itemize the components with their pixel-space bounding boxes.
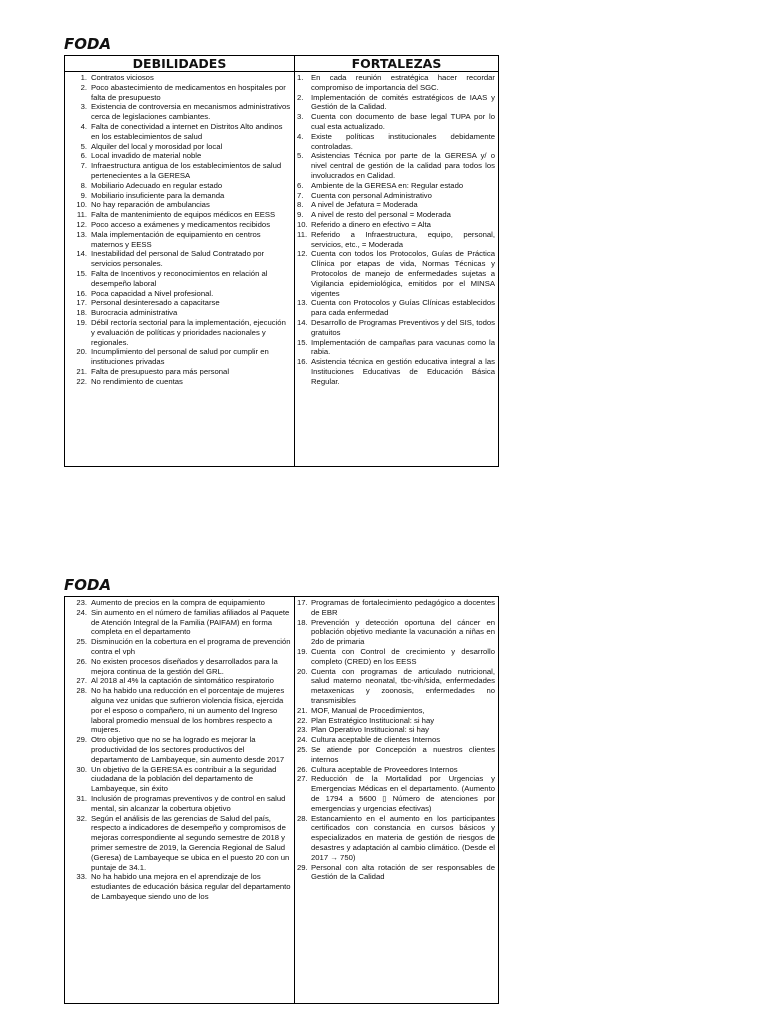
header-fortalezas: FORTALEZAS	[295, 56, 499, 72]
item-number: 8.	[80, 180, 87, 190]
list-item	[297, 73, 495, 93]
table-body-row	[65, 72, 499, 467]
item-number: 1.	[297, 73, 304, 82]
table-body-row	[65, 597, 499, 1004]
item-text: Ambiente de la GERESA en: Regular estado	[311, 180, 464, 190]
item-number: 33.	[76, 872, 87, 882]
item-number: 13.	[297, 298, 308, 308]
item-number: 6.	[297, 180, 304, 190]
list-item	[67, 765, 291, 794]
fortalezas-list-cont	[295, 597, 498, 883]
item-number: 31.	[76, 793, 87, 803]
list-item	[67, 269, 291, 289]
list-item	[67, 794, 291, 814]
list-item	[67, 230, 291, 250]
list-item	[297, 716, 495, 726]
item-number: 23.	[76, 598, 87, 607]
item-text: Cuenta con documento de base legal TUPA por lo cual esta actualizado.	[311, 112, 495, 131]
list-item	[297, 735, 495, 745]
item-number: 1.	[80, 73, 87, 82]
item-number: 14.	[297, 317, 308, 327]
list-item	[297, 191, 495, 201]
list-item	[67, 220, 291, 230]
item-text: Cuenta con personal Administrativo	[311, 190, 432, 200]
item-text: Personal con alta rotación de ser responsables de Gestión de la Calidad	[311, 862, 495, 882]
item-number: 11.	[76, 210, 87, 220]
item-text: Prevención y detección oportuna del cáncer en población objetivo mediante la vacunación a niñas en 2do de primaria	[311, 617, 495, 647]
item-text: Asistencias Técnica por parte de la GERESA y/ o nivel central de gestión de la calidad para todos los involucrados en Calidad.	[311, 151, 495, 180]
item-text: Según el análisis de las gerencias de Salud del país, respecto a indicadores de desempeño y compromisos de mejoras correspondiente al segundo semestre de 2018 y primer semestre de 2019, la Gerencia Regional de Salud (Geresa) de Lambayeque se ubica en el puesto 20 con un puntaje de 34.1.	[91, 813, 290, 872]
table-header-row	[65, 56, 499, 72]
list-item	[67, 249, 291, 269]
item-number: 18.	[76, 308, 87, 318]
item-text: Cuenta con todos los Protocolos, Guías de Práctica Clínica por etapas de vida, Normas Técnicas y Protocolos de manejo de enfermedades sujetas a Vigilancia epidemiológica, emitidos por el MINSA vigentes	[311, 249, 495, 298]
item-number: 21.	[76, 366, 87, 376]
list-item	[67, 200, 291, 210]
list-item	[297, 93, 495, 113]
list-item	[297, 318, 495, 338]
fortalezas-list	[295, 72, 498, 388]
list-item	[67, 102, 291, 122]
item-number: 29.	[297, 862, 308, 872]
list-item	[67, 318, 291, 347]
item-number: 16.	[297, 357, 308, 367]
item-text: Programas de fortalecimiento pedagógico a docentes de EBR	[311, 598, 495, 617]
list-item	[67, 686, 291, 735]
item-number: 26.	[76, 656, 87, 666]
item-number: 5.	[80, 141, 87, 151]
item-text: Mala implementación de equipamiento en centros maternos y EESS	[91, 229, 261, 249]
header-debilidades: DEBILIDADES	[65, 56, 295, 72]
list-item	[297, 151, 495, 180]
item-number: 24.	[76, 607, 87, 617]
item-text: Cultura aceptable de Proveedores Internos	[311, 764, 458, 774]
item-text: Reducción de la Mortalidad por Urgencias y Emergencias Médicas en el departamento. (Aumento de 1794 a 5600 ▯ Número de atenciones por emergencias y urgencias efectivas)	[311, 774, 495, 813]
item-number: 17.	[297, 598, 308, 607]
list-item	[297, 745, 495, 765]
list-item	[67, 298, 291, 308]
list-item	[297, 774, 495, 813]
list-item	[67, 367, 291, 377]
item-text: Asistencia técnica en gestión educativa integral a las Instituciones Educativas de Educación Básica Regular.	[311, 357, 495, 386]
list-item	[297, 338, 495, 358]
list-item	[67, 83, 291, 103]
item-text: Cuenta con Control de crecimiento y desarrollo completo (CRED) en los EESS	[311, 646, 495, 666]
item-number: 32.	[76, 813, 87, 823]
item-number: 10.	[76, 200, 87, 210]
list-item	[297, 230, 495, 250]
list-item	[67, 814, 291, 873]
item-text: Referido a Infraestructura, equipo, personal, servicios, etc., = Moderada	[311, 229, 495, 249]
item-number: 10.	[297, 219, 308, 229]
list-item	[297, 765, 495, 775]
item-text: Un objetivo de la GERESA es contribuir a la seguridad ciudadana de la población del departamento de Lambayeque, sin éxito	[91, 764, 277, 794]
item-text: A nivel de Jefatura = Moderada	[311, 200, 418, 210]
item-text: Plan Operativo Institucional: si hay	[311, 725, 429, 735]
item-text: Implementación de campañas para vacunas como la rabia.	[311, 337, 495, 357]
item-number: 24.	[297, 735, 308, 745]
page1-title: FODA	[64, 35, 112, 53]
list-item	[67, 735, 291, 764]
list-item	[297, 249, 495, 298]
item-text: Inclusión de programas preventivos y de control en salud mental, sin alcanzar la cobertura objetivo	[91, 793, 286, 813]
item-number: 27.	[76, 676, 87, 686]
item-text: Implementación de comités estratégicos de IAAS y Gestión de la Calidad.	[311, 92, 495, 112]
item-text: No rendimiento de cuentas	[91, 376, 183, 386]
list-item	[297, 200, 495, 210]
item-text: No ha habido una mejora en el aprendizaje de los estudiantes de educación básica regular del departamento de Lambayeque siendo uno de los	[91, 872, 291, 901]
item-number: 2.	[297, 92, 304, 102]
item-text: Desarrollo de Programas Preventivos y del SIS, todos gratuitos	[311, 317, 495, 337]
fortalezas-cell-cont	[295, 597, 499, 1004]
list-item	[297, 181, 495, 191]
list-item	[67, 151, 291, 161]
item-text: Disminución en la cobertura en el programa de prevención contra el vph	[91, 637, 291, 656]
item-number: 30.	[76, 764, 87, 774]
item-text: Falta de presupuesto para más personal	[91, 366, 230, 376]
item-number: 9.	[297, 210, 304, 220]
list-item	[67, 657, 291, 677]
item-text: Poco abastecimiento de medicamentos en hospitales por falta de presupuesto	[91, 82, 286, 102]
item-text: Se atiende por Concepción a nuestros clientes internos	[311, 744, 495, 764]
item-text: Falta de mantenimiento de equipos médicos en EESS	[91, 210, 276, 220]
item-number: 22.	[297, 715, 308, 725]
item-text: Infraestructura antigua de los establecimientos de salud pertenecientes a la GERESA	[91, 161, 282, 180]
item-number: 6.	[80, 151, 87, 161]
item-text: Burocracia administrativa	[91, 308, 178, 318]
item-number: 2.	[80, 82, 87, 92]
list-item	[67, 377, 291, 387]
debilidades-list	[65, 72, 294, 388]
item-text: Alquiler del local y morosidad por local	[91, 141, 223, 151]
item-text: Falta de Incentivos y reconocimientos en relación al desempeño laboral	[91, 268, 268, 288]
list-item	[67, 308, 291, 318]
list-item	[67, 608, 291, 637]
item-number: 29.	[76, 735, 87, 745]
page2-title: FODA	[64, 576, 112, 594]
item-text: Sin aumento en el número de familias afiliados al Paquete de Atención Integral de la Familia (PAIFAM) en forma completa en el departamento	[91, 607, 290, 637]
item-number: 12.	[76, 219, 87, 229]
item-number: 4.	[297, 131, 304, 141]
item-text: Falta de conectividad a internet en Distritos Alto andinos en los establecimientos de salud	[91, 121, 283, 141]
item-text: No existen procesos diseñados y desarrollados para la mejora continua de la gestión del GRL.	[91, 656, 278, 676]
list-item	[67, 142, 291, 152]
foda-table-2	[64, 596, 499, 1004]
item-number: 25.	[76, 637, 87, 647]
item-number: 7.	[297, 190, 304, 200]
item-text: Cuenta con programas de articulado nutricional, salud materno neonatal, tbc-vih/sida, enfermedades metaxenicas y zoonosis, enfermedades no transmisibles	[311, 666, 495, 705]
item-number: 3.	[80, 102, 87, 112]
item-text: Local invadido de material noble	[91, 151, 202, 161]
item-number: 26.	[297, 764, 308, 774]
list-item	[297, 814, 495, 863]
item-text: Inestabilidad del personal de Salud Contratado por servicios personales.	[91, 249, 265, 269]
list-item	[67, 191, 291, 201]
item-text: Incumplimiento del personal de salud por cumplir en instituciones privadas	[91, 347, 269, 367]
item-number: 3.	[297, 112, 304, 122]
item-text: En cada reunión estratégica hacer recordar compromiso de importancia del SGC.	[311, 73, 495, 92]
list-item	[297, 357, 495, 386]
item-text: No hay reparación de ambulancias	[91, 200, 210, 210]
item-number: 22.	[76, 376, 87, 386]
item-text: Existe políticas institucionales debidamente controladas.	[311, 131, 495, 151]
item-text: Referido a dinero en efectivo = Alta	[311, 219, 431, 229]
item-text: Al 2018 al 4% la captación de sintomático respiratorio	[91, 676, 274, 686]
item-number: 15.	[76, 268, 87, 278]
list-item	[297, 298, 495, 318]
debilidades-list-cont	[65, 597, 294, 903]
item-text: Poca capacidad a Nivel profesional.	[91, 288, 214, 298]
list-item	[67, 637, 291, 657]
list-item	[67, 872, 291, 901]
item-number: 20.	[76, 347, 87, 357]
item-text: Mobiliario Adecuado en regular estado	[91, 180, 223, 190]
item-number: 4.	[80, 121, 87, 131]
item-number: 19.	[297, 646, 308, 656]
item-text: Cuenta con Protocolos y Guías Clínicas establecidos para cada enfermedad	[311, 298, 495, 318]
item-number: 8.	[297, 200, 304, 210]
list-item	[297, 647, 495, 667]
list-item	[297, 210, 495, 220]
item-number: 17.	[76, 298, 87, 308]
item-number: 11.	[297, 229, 308, 239]
item-number: 28.	[76, 686, 87, 696]
list-item	[67, 289, 291, 299]
list-item	[297, 618, 495, 647]
list-item	[297, 725, 495, 735]
item-number: 16.	[76, 288, 87, 298]
item-text: MOF, Manual de Procedimientos,	[311, 705, 425, 715]
item-text: Débil rectoría sectorial para la implementación, ejecución y evaluación de políticas y prioridades nacionales y regionales.	[91, 317, 286, 347]
list-item	[297, 706, 495, 716]
item-text: Mobiliario insuficiente para la demanda	[91, 190, 225, 200]
item-number: 9.	[80, 190, 87, 200]
item-text: Estancamiento en el aumento en los participantes certificados con constancia en cursos básicos y especializados en materia de gestión de riesgos de desastres y adaptación al cambio climático. (Desde el 2017 → 750)	[311, 813, 495, 862]
item-number: 21.	[297, 705, 308, 715]
list-item	[297, 112, 495, 132]
item-number: 19.	[76, 317, 87, 327]
item-number: 23.	[297, 725, 308, 735]
item-text: Poco acceso a exámenes y medicamentos recibidos	[91, 219, 271, 229]
item-text: Personal desinteresado a capacitarse	[91, 298, 220, 308]
item-text: A nivel de resto del personal = Moderada	[311, 210, 451, 220]
item-text: Cultura aceptable de clientes Internos	[311, 735, 441, 745]
list-item	[67, 122, 291, 142]
item-text: No ha habido una reducción en el porcentaje de mujeres alguna vez unidas que sufrieron violencia física, ejercida por el esposo o compañero, ni un aumento del Ingreso laboral promedio mensual de los hombres respecto a mujeres.	[91, 686, 285, 735]
item-number: 5.	[297, 151, 304, 161]
item-number: 13.	[76, 229, 87, 239]
list-item	[297, 667, 495, 706]
list-item	[67, 347, 291, 367]
list-item	[297, 220, 495, 230]
list-item	[67, 73, 291, 83]
item-text: Existencia de controversia en mecanismos administrativos cerca de legislaciones cambiantes.	[91, 102, 291, 122]
list-item	[67, 210, 291, 220]
item-text: Plan Estratégico Institucional: si hay	[311, 715, 435, 725]
debilidades-cell	[65, 72, 295, 467]
item-number: 12.	[297, 249, 308, 259]
item-number: 15.	[297, 337, 308, 347]
fortalezas-cell	[295, 72, 499, 467]
item-text: Contratos viciosos	[91, 73, 154, 82]
item-number: 20.	[297, 666, 308, 676]
list-item	[67, 161, 291, 181]
list-item	[67, 181, 291, 191]
list-item	[297, 863, 495, 883]
item-number: 28.	[297, 813, 308, 823]
item-text: Aumento de precios en la compra de equipamiento	[91, 598, 265, 607]
item-number: 25.	[297, 744, 308, 754]
list-item	[297, 598, 495, 618]
item-number: 27.	[297, 774, 308, 784]
list-item	[297, 132, 495, 152]
item-number: 18.	[297, 617, 308, 627]
foda-table-1	[64, 55, 499, 467]
item-text: Otro objetivo que no se ha logrado es mejorar la productividad de los sectores productivos del departamento de Lambayeque, sin aumento desde 2017	[91, 735, 285, 764]
list-item	[67, 598, 291, 608]
debilidades-cell-cont	[65, 597, 295, 1004]
list-item	[67, 676, 291, 686]
item-number: 14.	[76, 249, 87, 259]
item-number: 7.	[80, 161, 87, 171]
